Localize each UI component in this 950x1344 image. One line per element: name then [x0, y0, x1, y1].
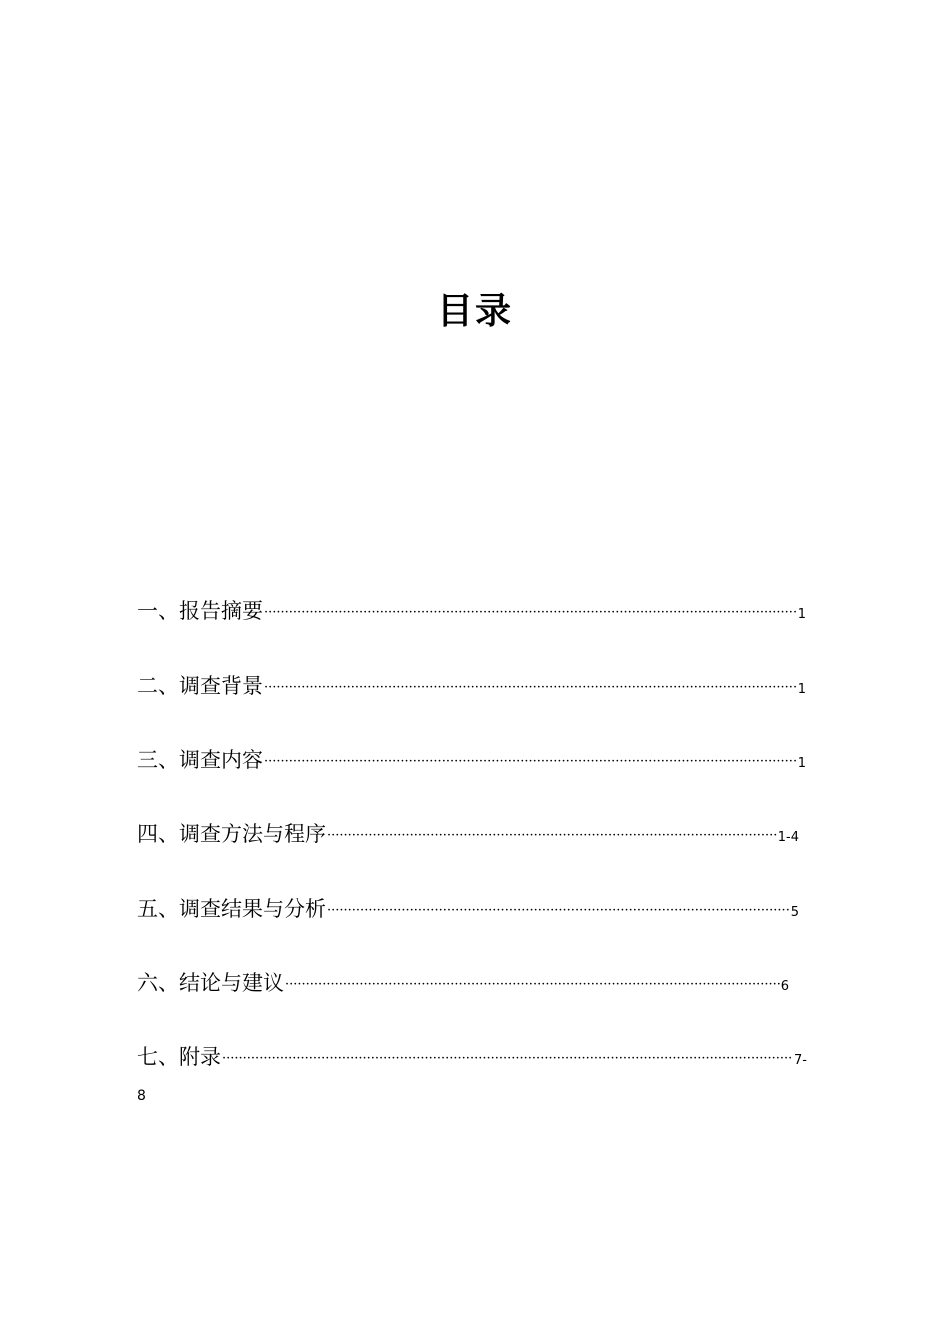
- toc-entry-label: 二、调查背景: [137, 674, 263, 698]
- toc-entry-page-continued: 8: [137, 1088, 146, 1104]
- toc-entry-label: 七、附录: [137, 1045, 221, 1069]
- toc-entry-conclusion[interactable]: [137, 967, 789, 999]
- toc-entry-page: 7-: [794, 1053, 807, 1068]
- toc-leader-dots: [222, 1051, 793, 1066]
- toc-entry-label: 五、调查结果与分析: [137, 897, 326, 921]
- toc-leader-dots: [264, 680, 797, 695]
- toc-entry-appendix[interactable]: [137, 1041, 807, 1073]
- toc-leader-dots: [264, 754, 797, 769]
- toc-entry-label: 六、结论与建议: [137, 971, 284, 995]
- toc-leader-dots: [264, 605, 797, 620]
- toc-entry-methods[interactable]: [137, 818, 799, 850]
- toc-entry-page: 5: [790, 905, 799, 920]
- toc-leader-dots: [327, 828, 777, 843]
- toc-entry-results[interactable]: [137, 893, 799, 925]
- toc-leader-dots: [285, 977, 780, 992]
- toc-entry-page: 1: [797, 607, 806, 622]
- toc-entry-label: 三、调查内容: [137, 748, 263, 772]
- toc-entry-page: 1: [797, 682, 806, 697]
- toc-entry-background[interactable]: [137, 670, 806, 702]
- toc-entry-label: 一、报告摘要: [137, 599, 263, 623]
- toc-entry-page: 1: [797, 756, 806, 771]
- toc-entry-content[interactable]: [137, 744, 806, 776]
- toc-entry-label: 四、调查方法与程序: [137, 822, 326, 846]
- toc-entry-summary[interactable]: [137, 595, 806, 627]
- page-title: 目录: [436, 291, 513, 332]
- toc-entry-page: 6: [780, 979, 789, 994]
- toc-entry-page: 1-4: [777, 830, 799, 845]
- toc-leader-dots: [327, 903, 790, 918]
